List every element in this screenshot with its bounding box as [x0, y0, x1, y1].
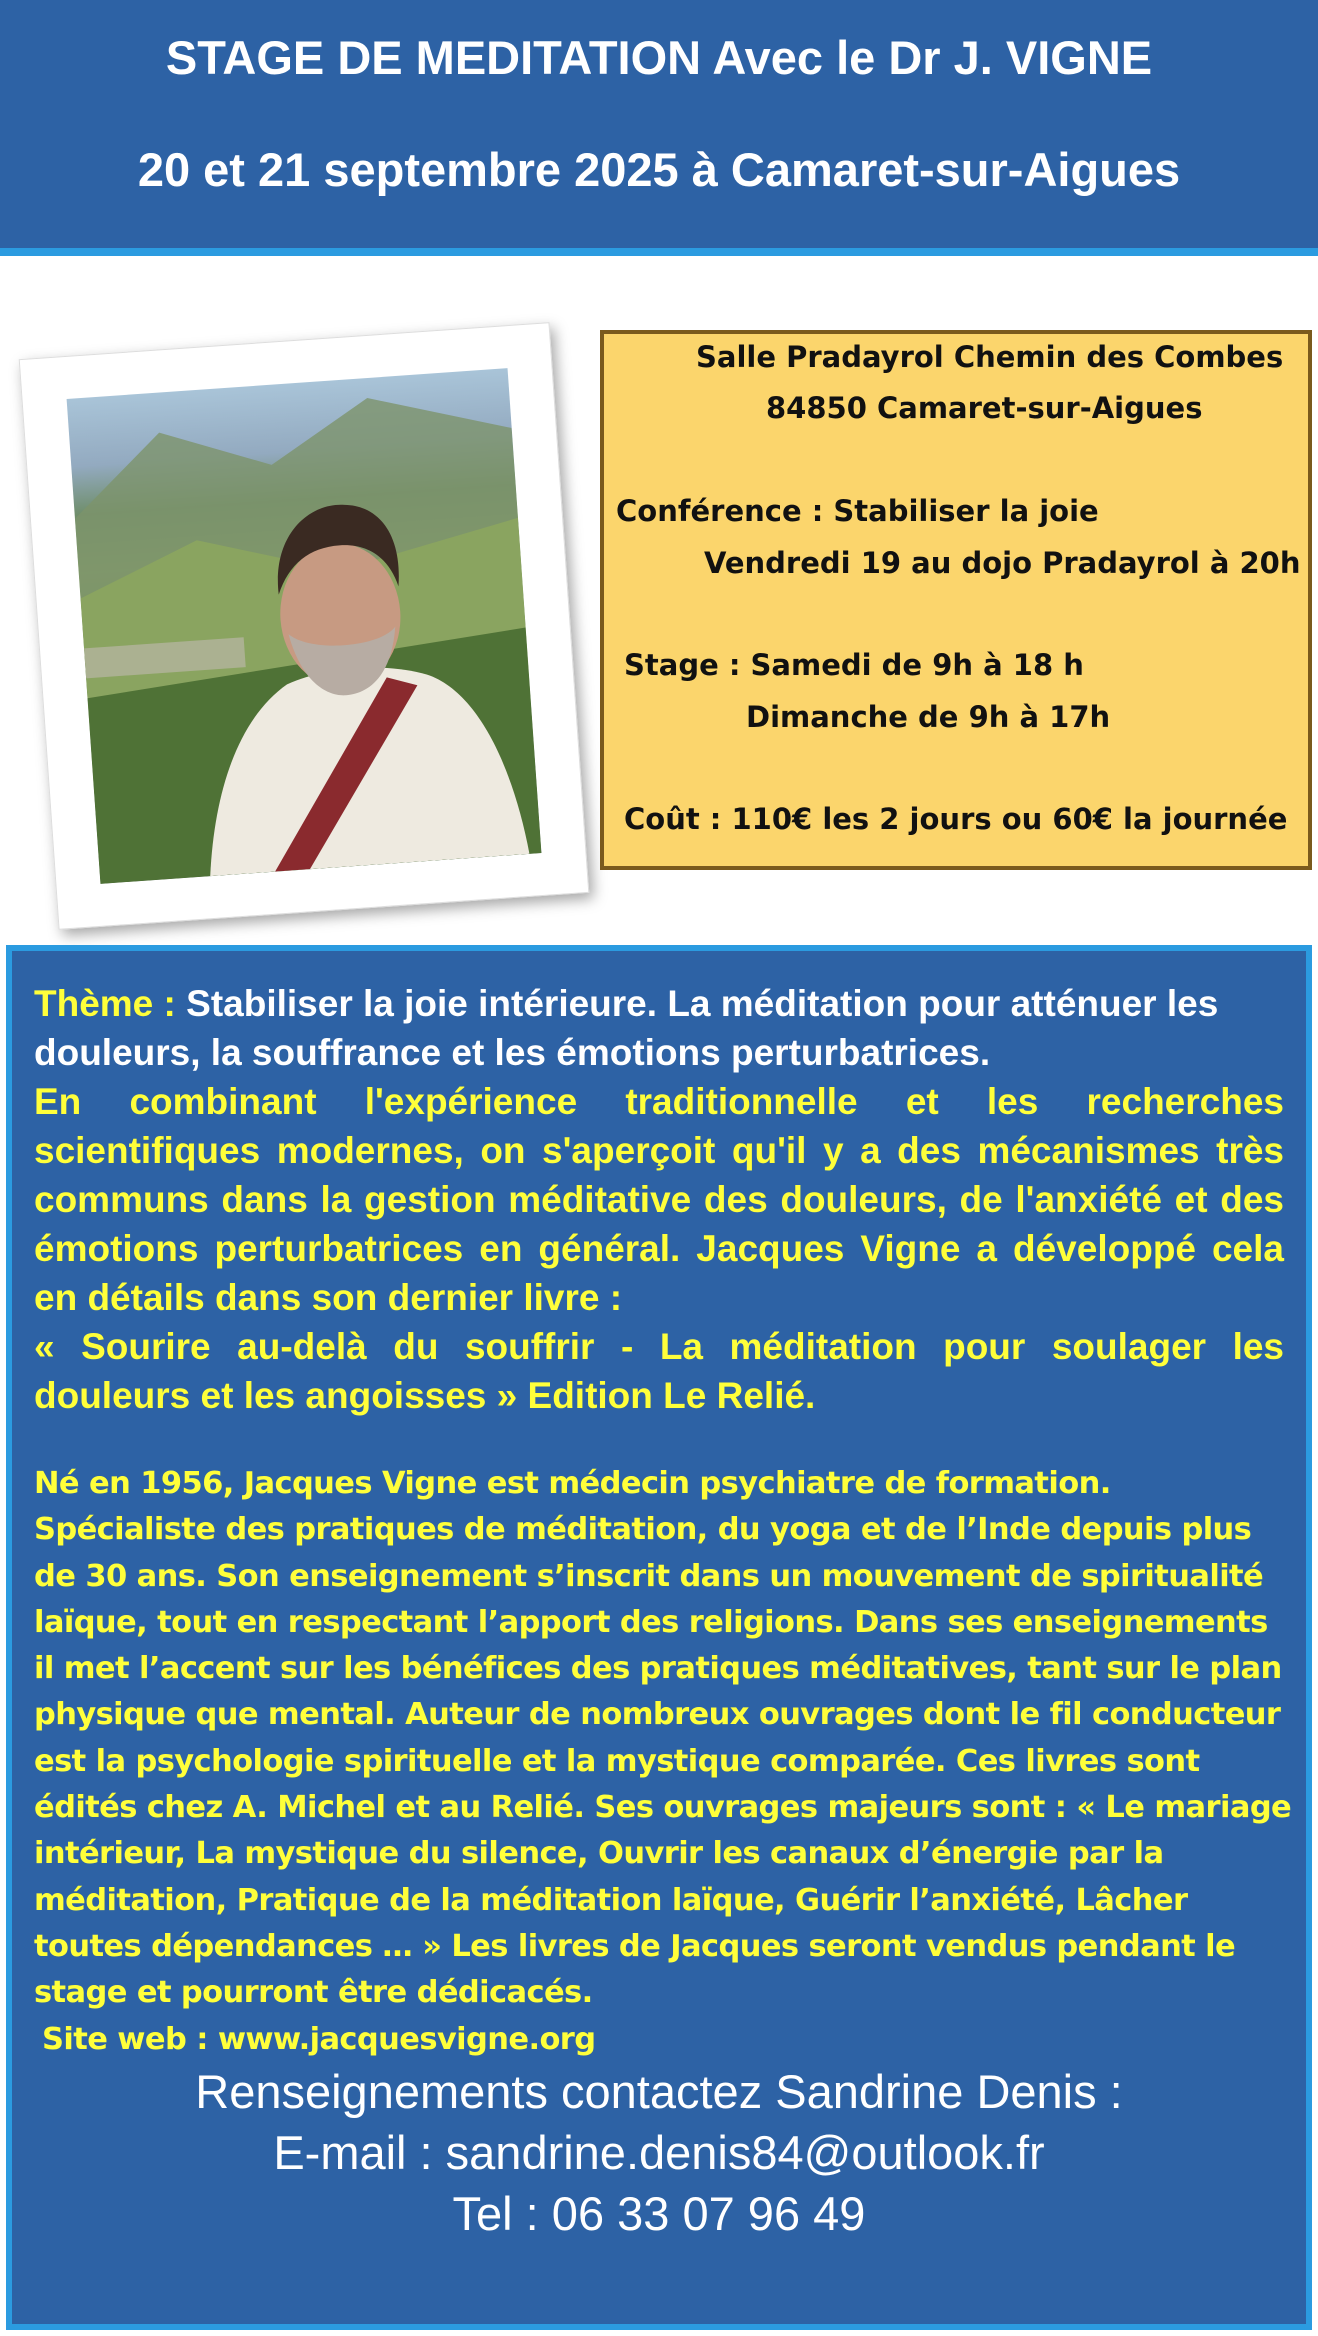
page-title: STAGE DE MEDITATION Avec le Dr J. VIGNE — [165, 31, 1153, 84]
header-banner — [0, 0, 1318, 256]
theme-title-paragraph — [34, 979, 1284, 1077]
portrait-photo-frame — [19, 322, 590, 930]
portrait-photo — [67, 368, 542, 884]
biography — [34, 1461, 1296, 2063]
contact-section — [12, 2061, 1306, 2244]
contact-email[interactable]: E-mail : sandrine.denis84@outlook.fr — [273, 2126, 1045, 2179]
venue-name: Salle Pradayrol Chemin des Combes — [696, 340, 1284, 374]
conference-title: Conférence : Stabiliser la joie — [616, 494, 1099, 528]
book-title: « Sourire au-delà du souffrir - La méditation pour soulager les douleurs et les angoisses » Edition Le Relié. — [34, 1326, 1284, 1416]
venue-city: 84850 Camaret-sur-Aigues — [766, 391, 1203, 425]
theme-body: En combinant l'expérience traditionnelle et les recherches scientifiques modernes, on s'aperçoit qu'il y a des mécanismes très communs dans la gestion méditative des douleurs, de l'anxiété et des émotions perturbatrices en général. Jacques Vigne a développé cela en détails dans son dernier livre : — [34, 1081, 1284, 1318]
theme-title: Stabiliser la joie intérieure. La méditation pour atténuer les douleurs, la souffrance et les émotions perturbatrices. — [34, 983, 1219, 1073]
portrait-illustration — [67, 368, 542, 884]
stage-sunday: Dimanche de 9h à 17h — [746, 700, 1111, 734]
theme-section — [34, 979, 1284, 1420]
conference-schedule: Vendredi 19 au dojo Pradayrol à 20h — [704, 546, 1301, 580]
website-link[interactable]: Site web : www.jacquesvigne.org — [42, 2021, 596, 2057]
biography-text: Né en 1956, Jacques Vigne est médecin psychiatre de formation. Spécialiste des pratiques de méditation, du yoga et de l’Inde depuis plus de 30 ans. Son enseignement s’inscrit dans un mouvement de spiritualité laïque, tout en respectant l’apport des religions. Dans ses enseignements il met l’accent sur les bénéfices des pratiques méditatives, tant sur le plan physique que mental. Auteur de nombreux ouvrages dont le fil conducteur est la psychologie spirituelle et la mystique comparée. Ces livres sont édités chez A. Michel et au Relié. Ses ouvrages majeurs sont : « Le mariage intérieur, La mystique du silence, Ouvrir les canaux d’énergie par la méditation, Pratique de la méditation laïque, Guérir l’anxiété, Lâcher toutes dépendances … » Les livres de Jacques seront vendus pendant le stage et pourront être dédicacés. — [34, 1466, 1292, 2011]
description-panel — [6, 945, 1312, 2330]
stage-saturday: Stage : Samedi de 9h à 18 h — [624, 648, 1084, 682]
contact-phone[interactable]: Tel : 06 33 07 96 49 — [452, 2187, 866, 2240]
theme-label: Thème : — [34, 983, 187, 1024]
event-dates: 20 et 21 septembre 2025 à Camaret-sur-Aigues — [137, 143, 1181, 196]
contact-heading: Renseignements contactez Sandrine Denis : — [195, 2065, 1123, 2118]
cost: Coût : 110€ les 2 jours ou 60€ la journée — [624, 802, 1288, 836]
event-info-box — [600, 330, 1312, 870]
